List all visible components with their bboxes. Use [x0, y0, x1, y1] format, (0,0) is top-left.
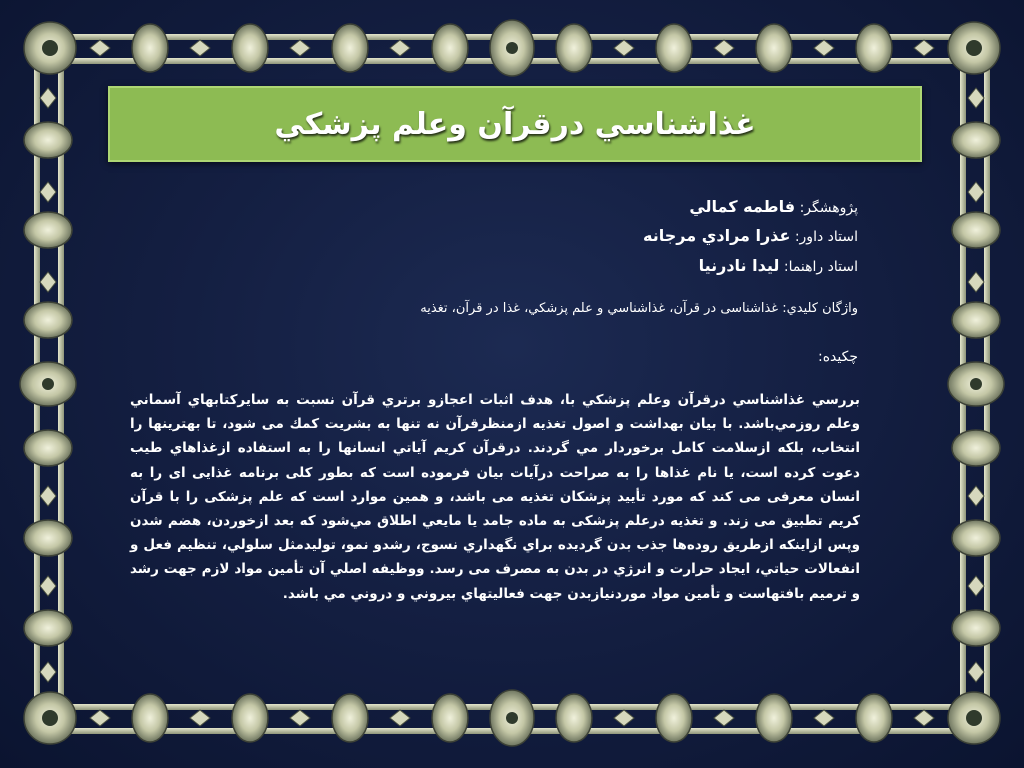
referee-label: استاد داور:	[794, 229, 858, 245]
advisor-line	[699, 256, 858, 275]
researcher-label: پژوهشگر:	[799, 200, 858, 216]
researcher-line	[689, 197, 858, 216]
referee-line	[643, 226, 858, 245]
abstract-body: بررسي غذاشناسي درقرآن وعلم پزشكي با، هدف اثبات اعجازو برتري قرآن نسبت به سايركتابهاي آسماني وعلم روزمي‌باشد. با بيان بهداشت و اصول تغذيه ازمنظرقرآن نه تنها به بشريت كمك مى شود، تا بهترينها را انتخاب، بلكه ازسلامت كامل برخوردار مي گردند. درقرآن كريم آياتي انسانها را به استفاده ازغذاهاي طيب دعوت كرده است، يا نام غذاها را به صراحت درآيات بيان فرموده است كه بطور كلى برنامه غذايى اى را به انسان معرفى مى كند كه مورد تأييد پزشكان تغذيه مى باشد، و همين موارد است كه علم پزشكى را با قرآن كريم تطبيق مى زند. و تغذيه درعلم پزشكى به ماده جامد يا مايعي اطلاق مي‌شود كه بعد ازخوردن، هضم شدن وپس ازاينكه ازطريق روده‌ها جذب بدن گرديده براي نگهداري نسوج، رشدو نمو، توليدمثل سلولي، تنظيم فعل و انفعالات حياتي، ايجاد حرارت و انرژي در بدن به مصرف مى رسد. ووظيفه اصلي آن تأمين مواد لازم جهت رشد و ترميم بافتهاست و تأمين مواد موردنيازبدن جهت فعاليتهاي بيروني و دروني مي باشد.	[130, 392, 860, 602]
referee-name: عذرا مرادي مرجانه	[643, 226, 791, 245]
researcher-name: فاطمه كمالي	[689, 197, 796, 216]
advisor-label: استاد راهنما:	[783, 259, 858, 275]
advisor-name: ليدا نادرنيا	[698, 256, 780, 275]
keywords-line: واژگان كليدي: غذاشناسى در قرآن، غذاشناسي و علم پزشكي، غذا در قرآن، تغذيه	[420, 301, 858, 316]
title-banner	[108, 86, 922, 162]
abstract-heading: چكيده:	[817, 349, 858, 365]
page-title: غذاشناسي درقرآن وعلم پزشكي	[274, 106, 756, 142]
